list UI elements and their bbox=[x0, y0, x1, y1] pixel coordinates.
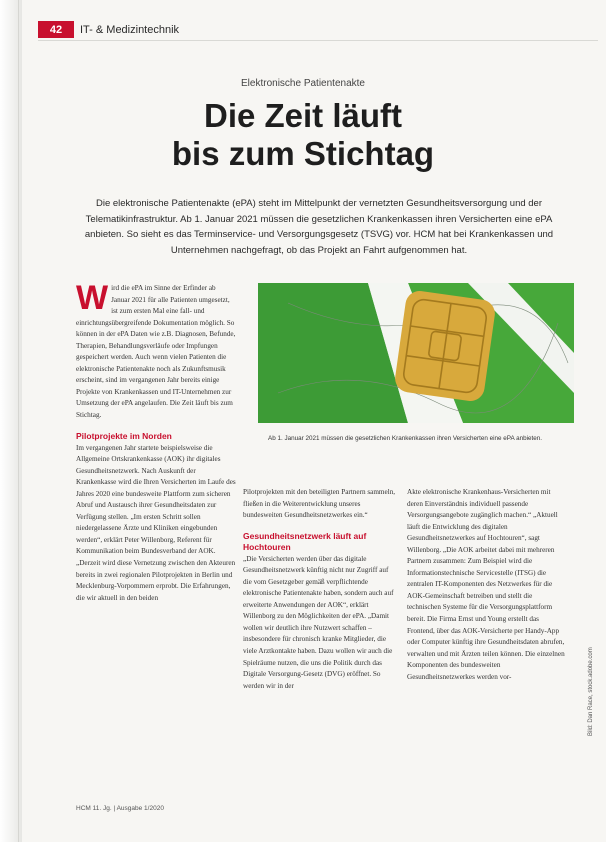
drop-cap: W bbox=[76, 279, 109, 317]
paragraph-network: „Die Versicherten werden über das digitale Gesundheitsnetzwerk künftig nicht nur Zugriff auf die vom Gesetzgeber gemäß verpflichtende elektronische Patientenakte haben, sondern auch auf erweiterte Anwendungen der AOK“, erklärt Willenborg zu den Möglichkeiten der ePA. „Damit wollen wir deutlich ihre Nutzwert schaffen – insbesondere für chronisch kranke Mitglieder, die viele Arztkontakte haben. Dazu wollen wir auch die Spielräume nutzen, die uns die Politik durch das Digitale Versorgung-Gesetz (DVG) eröffnet. So werden wir in der bbox=[243, 554, 394, 690]
title-line-2: bis zum Stichtag bbox=[171, 135, 435, 172]
article-kicker: Elektronische Patientenakte bbox=[241, 78, 365, 89]
column-2-continuation: Pilotprojekten mit den beteiligten Partnern sammeln, fließen in die Weiterentwicklung unseres bundesweiten Gesundheitsnetzwerkes ein.“ bbox=[243, 488, 396, 520]
section-label: IT- & Medizintechnik bbox=[80, 23, 180, 36]
subheading-pilot-projects: Pilotprojekte im Norden bbox=[76, 430, 172, 441]
text-column-2 bbox=[243, 487, 398, 692]
chip-card-photo bbox=[258, 283, 574, 423]
article-title bbox=[0, 97, 606, 173]
text-column-1 bbox=[76, 279, 236, 604]
chip-card-image bbox=[258, 283, 574, 423]
subheading-network: Gesundheitsnetzwerk läuft auf Hochtouren bbox=[243, 530, 367, 552]
title-line-1: Die Zeit läuft bbox=[203, 97, 403, 134]
photo-credit: Bild: Dan Race, stock.adobe.com bbox=[588, 647, 594, 736]
photo-caption: Ab 1. Januar 2021 müssen die gesetzlichen Krankenkassen ihren Versicherten eine ePA anbieten. bbox=[268, 435, 542, 442]
smart-chip-icon bbox=[393, 289, 496, 403]
paragraph-partners: Akte elektronische Krankenhaus-Versicherten mit deren Einverständnis individuell passende Versorgungsangebote zugänglich machen.“ „Aktuell läuft die Entwicklung des digitalen Gesundheitsnetzwerkes auf Hochtouren“, sagt Willenborg. „Die AOK arbeitet dabei mit mehreren Partnern zusammen: Zum Beispiel wird die Informationstechnische Servicestelle (ITSG) die zentralen IT-Komponenten des Netzwerkes für die AOK-Gemeinschaft betreiben und stellt die technischen Systeme für die Versorgungsplattform bereit. Die Firma Ernst und Young erstellt das Frontend, über das AOK-Versicherte per Handy-App oder Computer künftig ihre Gesundheitsdaten abrufen, verwalten und mit Ärzten teilen können. Die einzelnen Komponenten des bundesweiten Gesundheitsnetzwerkes werden vor- bbox=[407, 488, 565, 681]
article-lead: Die elektronische Patientenakte (ePA) steht im Mittelpunkt der vernetzten Gesundheitsversorgung und der Telematikinfrastruktur. Ab 1. Januar 2021 müssen die gesetzlichen Krankenkassen ihren Versicherten eine ePA anbieten. So sieht es das Terminservice- und Versorgungsgesetz (TSVG) vor. HCM hat bei Krankenkassen und Unternehmen nachgefragt, ob das Projekt an Fahrt aufgenommen hat. bbox=[84, 198, 554, 256]
paragraph-pilot: Im vergangenen Jahr startete beispielsweise die Allgemeine Ortskrankenkasse (AOK) ihr digitales Gesundheitsnetzwerk. Nach Auskunft der Krankenkasse wird die Ihren Versicherten im Laufe des Jahres 2020 eine bundesweite Plattform zum sicheren Abruf und Austausch ihrer Gesundheitsdaten zur Verfügung stellen. „Im ersten Schritt sollen niedergelassene Ärzte und Kliniken eingebunden werden“, erklärt Peter Willenborg, Referent für Kommunikation beim Bundesverband der AOK. „Derzeit wird diese Vernetzung zwischen den Akteuren bereits in zwei regionalen Pilotprojekten in Berlin und Mecklenburg-Vorpommern erprobt. Die Erfahrungen, die wir aktuell in den beiden bbox=[76, 443, 236, 602]
page-number-badge: 42 bbox=[38, 21, 74, 38]
page-footer: HCM 11. Jg. | Ausgabe 1/2020 bbox=[76, 805, 164, 812]
intro-paragraph: ird die ePA im Sinne der Erfinder ab Januar 2021 für alle Patienten umgesetzt, ist zum ersten Mal eine fall- und einrichtungsübergreifende Dokumentation möglich. So können in der ePA Daten wie z.B. Diagnosen, Befunde, Therapien, Behandlungsverläufe oder Impfungen gespeichert werden. Auch wenn vielen Patienten die elektronische Patientenakte noch als Zukunftsmusik erscheint, sind im vergangenen Jahr bereits einige Projekte von Krankenkassen und IT-Unternehmen zur Umsetzung der ePA angelaufen. Die Zeit läuft bis zum Stichtag. bbox=[76, 284, 236, 420]
page-header bbox=[38, 21, 179, 38]
header-rule bbox=[38, 40, 598, 41]
text-column-3 bbox=[407, 487, 567, 683]
